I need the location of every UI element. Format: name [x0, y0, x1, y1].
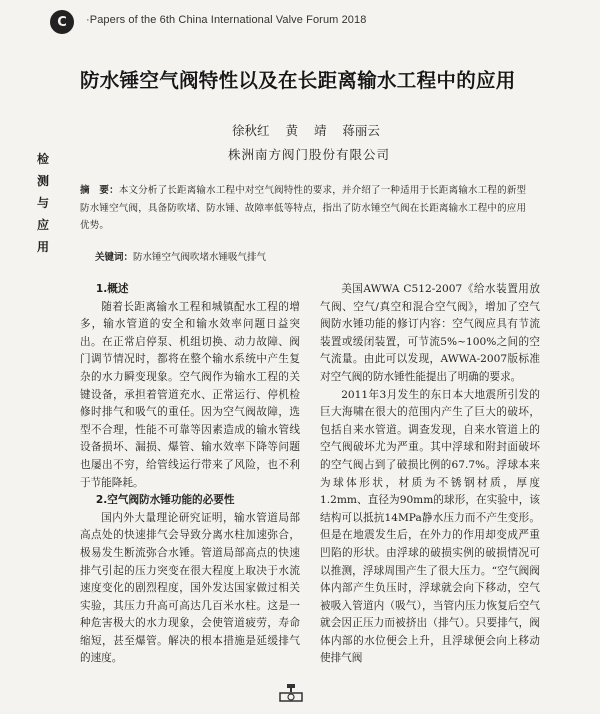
- keywords: [95, 249, 525, 263]
- body-paragraph: 2011年3月发生的东日本大地震所引发的巨大海啸在很大的范围内产生了巨大的破坏，包括自来水管道。调查发现，自来水管道上的空气阀破坏尤为严重。其中浮球和附封面破坏的空气阀占到了破损比例的67.7%。浮球本来为球体形状，材质为不锈钢材质，厚度1.2mm、直径为90mm的球形，在实验中，该结构可以抵抗14MPa静水压力而不产生变形。但是在地震发生后，在外力的作用却变成严重凹陷的形状。由浮球的破损实例的破损情况可以推测，浮球周围产生了很大压力。“空气阀阀体内部产生负压时，浮球就会向下移动，空气被吸入管道内（吸气），当管内压力恢复后空气就会因正压力而被挤出（排气）。只要排气，阀体内部的水位便会上升，且浮球便会向上移动使排气阀: [320, 388, 540, 665]
- section-heading: 1.概述: [95, 283, 129, 295]
- right-column: [320, 281, 540, 668]
- forum-logo: C: [50, 10, 74, 34]
- section-heading: 2.空气阀防水锤功能的必要性: [95, 494, 235, 507]
- keywords-text: 防水锤空气阀吹堵水锤吸气排气: [133, 252, 267, 263]
- body-paragraph: 国内外大量理论研究证明，输水管道局部高点处的快速排气会导致分离水柱加速弥合，极易发生断流弥合水锤。管道局部高点的快速排气引起的压力突变在很大程度上取决于水流速度变化的剧烈程度，国外发达国家做过相关实验，其压力升高可高达几百米水柱。这是一种危害极大的水力现象，会使管道疲劳，寿命缩短，甚至爆管。解决的根本措施是延缓排气的速度。: [80, 511, 300, 665]
- section-side-tag: [36, 148, 50, 258]
- body-paragraph: 随着长距离输水工程和城镇配水工程的增多，输水管道的安全和输水效率问题日益突出。在正常启停泵、机组切换、动力故障、阀门调节情况时，都将在整个输水系统中产生复杂的水力瞬变现象。空气阀作为输水工程的关键设备，承担着管道充水、正常运行、停机检修时排气和吸气的重任。因为空气阀故障，选型不合理，性能不可靠等因素造成的输水管线设备损坏、漏损、爆管、输水效率下降等问题也屡出不穷，给管线运行带来了风险，也不利于节能降耗。: [80, 300, 300, 489]
- abstract-label: 摘 要：: [80, 185, 119, 196]
- abstract: [80, 182, 530, 235]
- running-header: ·Papers of the 6th China International Valve Forum 2018: [86, 14, 367, 26]
- keywords-label: 关键词：: [95, 252, 134, 263]
- valve-emblem-icon: [278, 683, 304, 703]
- affiliation: 株洲南方阀门股份有限公司: [228, 147, 391, 162]
- side-tag-char: 用: [36, 240, 49, 254]
- authors: 徐秋红 黄 靖 蒋丽云: [232, 123, 380, 138]
- side-tag-char: 应: [36, 218, 49, 232]
- side-tag-char: 检: [36, 152, 49, 166]
- body-paragraph: 美国AWWA C512-2007《给水装置用放气阀、空气/真空和混合空气阀》，增加了空气阀防水锤功能的修订内容：空气阀应具有节流装置或缓闭装置，可节流5%~100%之间的空气流量。由此可以发现，AWWA-2007版标准对空气阀的防水锤性能提出了明确的要求。: [320, 283, 540, 383]
- abstract-text: 本文分析了长距离输水工程中对空气阀特性的要求，并介绍了一种适用于长距离输水工程的新型防水锤空气阀，具备防吹堵、防水锤、故障率低等特点，指出了防水锤空气阀在长距离输水工程中的应用优势。: [80, 185, 527, 231]
- side-tag-char: 与: [36, 196, 49, 210]
- side-tag-char: 测: [36, 174, 49, 188]
- paper-title: 防水锤空气阀特性以及在长距离输水工程中的应用: [80, 69, 516, 92]
- left-column: [80, 281, 300, 668]
